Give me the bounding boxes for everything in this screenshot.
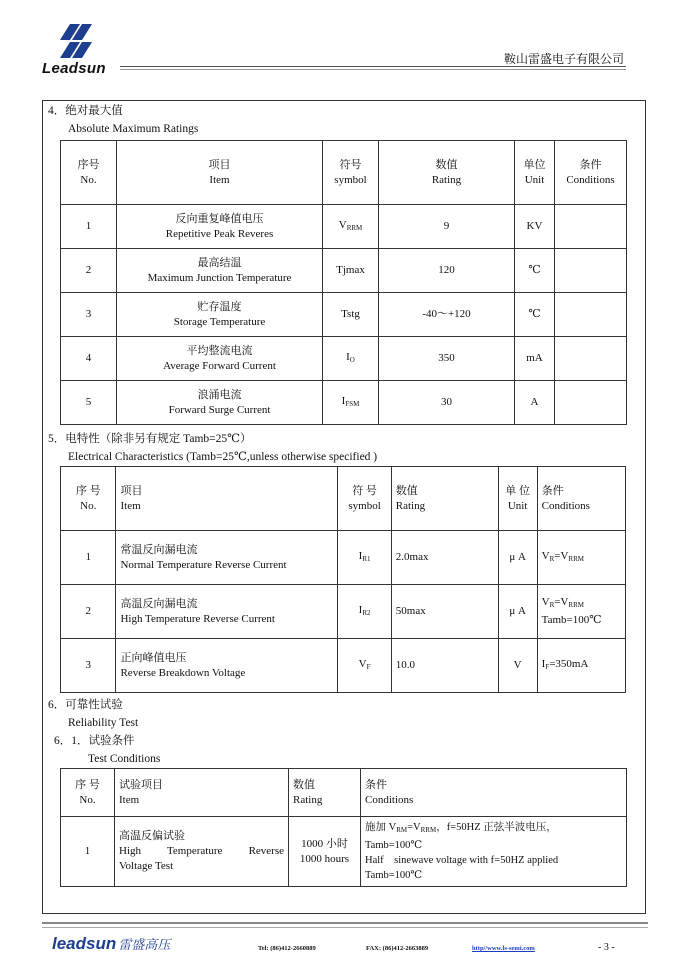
item-en: Reverse Breakdown Voltage [120, 666, 246, 679]
rating: 30 [379, 381, 515, 425]
table-row [61, 639, 626, 693]
item-cn: 最高结温 [197, 256, 242, 269]
row-no: 2 [61, 249, 117, 293]
section-6-1-title: 6．1．试验条件 [54, 735, 135, 747]
cond-temp: Tamb=100℃ [365, 870, 423, 881]
electrical-characteristics-table [60, 466, 626, 693]
item-en: Repetitive Peak Reveres [165, 227, 274, 240]
footer-logo-cn: 雷盛高压 [118, 938, 171, 953]
rating: 350 [379, 337, 515, 381]
item-cn: 高温反向漏电流 [120, 597, 198, 610]
cond-text: =V [554, 596, 569, 608]
symbol-cell [338, 531, 391, 585]
rating: 9 [379, 205, 515, 249]
header-cn: 符 号 [352, 484, 377, 497]
header-en: Item [209, 173, 230, 186]
cond-text: V [541, 596, 550, 608]
section-4-subtitle: Absolute Maximum Ratings [68, 123, 199, 135]
table-row [61, 531, 626, 585]
row-no: 5 [61, 381, 117, 425]
unit: A [515, 381, 555, 425]
section-6-1-subtitle: Test Conditions [88, 753, 161, 765]
item-cn: 贮存温度 [197, 300, 242, 313]
unit: KV [515, 205, 555, 249]
table-row [61, 817, 627, 887]
cond-text: =350mA [549, 657, 589, 670]
table-row [61, 249, 627, 293]
cond-sub: RRM [420, 826, 437, 834]
symbol-cell [323, 337, 379, 381]
item-cn: 浪涌电流 [197, 388, 242, 401]
row-no: 2 [61, 585, 116, 639]
symbol: I [358, 549, 363, 562]
header-rule [120, 66, 626, 67]
cond-sub: RRM [568, 554, 584, 563]
header-cn: 数值 [293, 778, 315, 791]
conditions [537, 639, 625, 693]
symbol: I [341, 394, 346, 407]
header-en: symbol [348, 499, 381, 512]
unit: mA [515, 337, 555, 381]
row-no: 3 [61, 293, 117, 337]
cond-text: =V [554, 549, 569, 562]
symbol-sub: R2 [362, 608, 371, 617]
cond-sub: RRM [568, 601, 584, 609]
table-row [61, 205, 627, 249]
rating-cn: 1000 小时 [301, 837, 348, 850]
symbol: V [338, 218, 347, 231]
footer-fax: FAX: (86)412-2663889 [366, 945, 429, 952]
header-en: Rating [395, 499, 426, 512]
unit: ℃ [515, 249, 555, 293]
symbol: V [358, 657, 367, 670]
page-number: - 3 - [598, 942, 615, 953]
cond-text: V [541, 549, 550, 562]
table-row [61, 381, 627, 425]
cond-temp: Tamb=100℃ [365, 840, 423, 851]
conditions [555, 205, 627, 249]
leadsun-logo-icon [56, 22, 96, 62]
item-cn: 反向重复峰值电压 [175, 212, 264, 225]
conditions [537, 585, 625, 639]
symbol-cell [323, 205, 379, 249]
header-en: Conditions [365, 793, 414, 806]
header-en: Item [120, 499, 141, 512]
symbol: Tjmax [323, 249, 379, 293]
conditions [555, 337, 627, 381]
unit: ℃ [515, 293, 555, 337]
section-6-title: 6．可靠性试验 [48, 699, 123, 711]
header-en: Unit [524, 173, 545, 186]
logo-wordmark: Leadsun [42, 60, 106, 77]
table-row [61, 293, 627, 337]
header-cn: 数值 [395, 484, 418, 497]
cond-text: ，f=50HZ 正弦半波电压， [436, 822, 557, 833]
section-5-title: 5．电特性（除非另有规定 Tamb=25℃） [48, 433, 252, 445]
footer-rule [42, 922, 648, 924]
header-en: No. [80, 499, 97, 512]
header-cn: 序号 [77, 158, 100, 171]
item-cn: 正向峰值电压 [120, 651, 187, 664]
table-header-row [61, 769, 627, 817]
unit: μ A [498, 585, 537, 639]
conditions [555, 381, 627, 425]
test-conditions-table [60, 768, 627, 887]
item-en: Forward Surge Current [168, 403, 271, 416]
footer-url-link[interactable]: http//www.ls-semi.com [472, 945, 535, 952]
cond-sub: R [549, 601, 555, 609]
row-no: 1 [61, 205, 117, 249]
header-cn: 序 号 [75, 484, 101, 497]
symbol-sub: RRM [346, 223, 363, 232]
cond-temp: Tamb=100℃ [541, 614, 602, 626]
header-en: symbol [334, 173, 367, 186]
header-cn: 试验项目 [119, 778, 163, 791]
rating: 2.0max [391, 531, 498, 585]
conditions [537, 531, 625, 585]
footer-logo [52, 934, 170, 954]
section-6-subtitle: Reliability Test [68, 717, 139, 729]
header-en: Rating [293, 793, 323, 806]
rating: -40～+120 [379, 293, 515, 337]
table-row [61, 337, 627, 381]
rating-en: 1000 hours [299, 852, 350, 865]
header-cn: 序 号 [75, 778, 100, 791]
table-row [61, 585, 626, 639]
conditions [555, 293, 627, 337]
header-en: Unit [507, 499, 528, 512]
row-no: 4 [61, 337, 117, 381]
symbol-cell [338, 585, 391, 639]
header-cn: 单 位 [505, 484, 530, 497]
conditions [555, 249, 627, 293]
header-cn: 条件 [579, 158, 602, 171]
header-cn: 单位 [523, 158, 546, 171]
row-no: 3 [61, 639, 116, 693]
item-en: Voltage Test [119, 860, 174, 872]
rating: 50max [391, 585, 498, 639]
footer-tel: Tel: (86)412-2660889 [258, 945, 316, 952]
header-en: Rating [431, 173, 462, 186]
header-en: No. [79, 793, 96, 806]
header-cn: 数值 [435, 158, 458, 171]
item-en: High Temperature Reverse [119, 845, 284, 857]
header-rule-thin [120, 69, 626, 70]
symbol-sub: O [349, 355, 355, 364]
header-cn: 项目 [208, 158, 231, 171]
symbol-sub: F [366, 662, 371, 671]
cond-text: 施加 V [365, 822, 397, 833]
cond-sub: F [545, 662, 550, 671]
section-5-subtitle: Electrical Characteristics (Tamb=25℃,unless otherwise specified ) [68, 451, 378, 463]
symbol-cell [323, 381, 379, 425]
symbol: I [346, 350, 350, 363]
symbol: I [358, 603, 363, 616]
footer-rule-thin [42, 927, 648, 928]
cond-sub: R [549, 554, 555, 563]
rating: 10.0 [391, 639, 498, 693]
table-header-row [61, 467, 626, 531]
item-cn: 高温反偏试验 [119, 830, 185, 842]
item-en: Normal Temperature Reverse Current [120, 558, 287, 571]
table-header-row [61, 141, 627, 205]
item-en: Average Forward Current [163, 359, 276, 372]
item-en: High Temperature Reverse Current [120, 612, 275, 625]
absolute-max-ratings-table [60, 140, 627, 425]
symbol: Tstg [323, 293, 379, 337]
symbol-cell [338, 639, 391, 693]
row-no: 1 [61, 531, 116, 585]
company-name: 鞍山雷盛电子有限公司 [503, 52, 624, 66]
cond-text: I [541, 657, 546, 670]
header-cn: 符号 [339, 158, 362, 171]
header-cn: 条件 [541, 484, 564, 497]
rating: 120 [379, 249, 515, 293]
company-logo [42, 22, 114, 82]
cond-text-en: Half sinewave voltage with f=50HZ applied [365, 855, 559, 866]
header-en: Conditions [541, 499, 590, 512]
footer-logo-text: leadsun [52, 934, 117, 953]
unit: V [498, 639, 537, 693]
unit: μ A [498, 531, 537, 585]
item-en: Storage Temperature [173, 315, 266, 328]
header-en: Item [119, 793, 140, 806]
symbol-sub: FSM [345, 399, 360, 408]
section-4-title: 4．绝对最大值 [48, 105, 123, 117]
symbol-sub: R1 [362, 554, 371, 563]
item-cn: 常温反向漏电流 [120, 543, 198, 556]
header-cn: 项目 [120, 484, 143, 497]
item-cn: 平均整流电流 [186, 344, 253, 357]
header-en: Conditions [566, 173, 615, 186]
header-en: No. [80, 173, 97, 186]
cond-sub: RM [396, 826, 408, 834]
cond-text: =V [407, 822, 421, 833]
header-cn: 条件 [365, 778, 387, 791]
item-en: Maximum Junction Temperature [147, 271, 292, 284]
row-no: 1 [61, 817, 115, 887]
